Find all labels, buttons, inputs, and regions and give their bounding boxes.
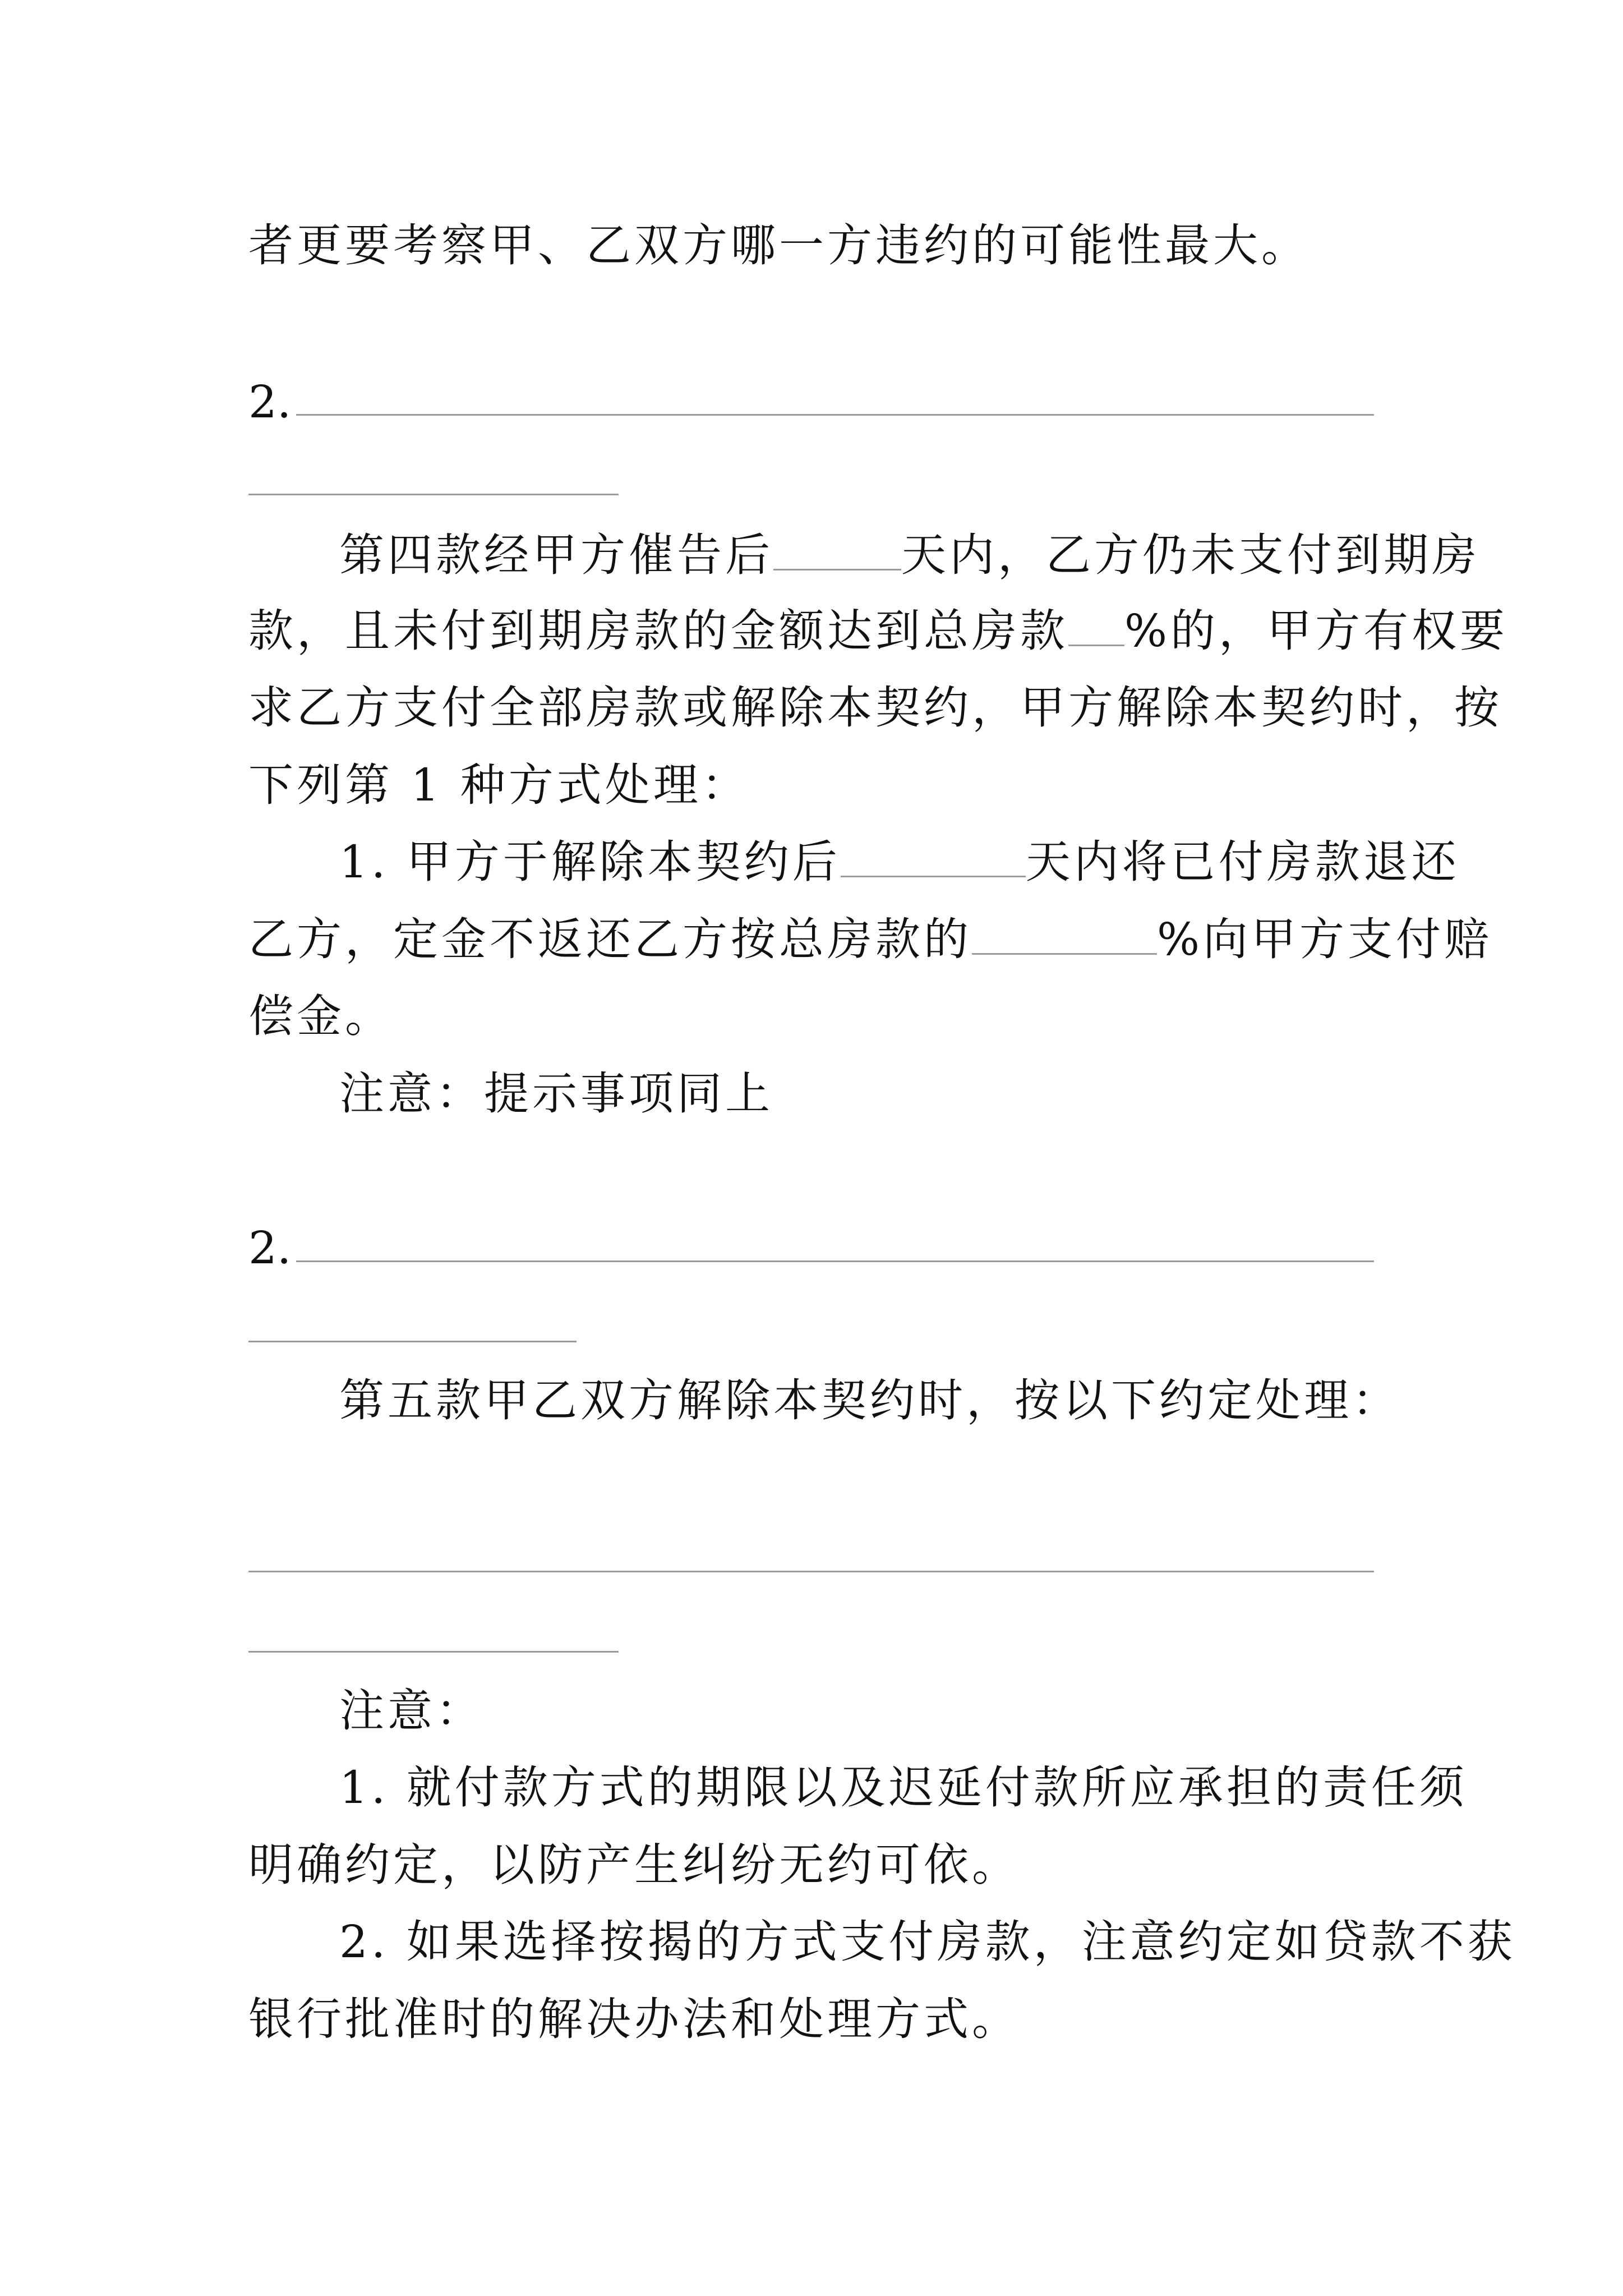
- clause-text: 天内，乙方仍未支付到期房: [901, 529, 1480, 581]
- clause-text: 乙方，定金不返还乙方按总房款的: [248, 913, 972, 965]
- clause-text: 第四款经甲方催告后: [339, 529, 773, 581]
- item-number: 2.: [248, 1222, 292, 1274]
- blank-days: [841, 841, 1026, 877]
- paragraph-line: 者更要考察甲、乙双方哪一方违约的可能性最大。: [248, 219, 1310, 272]
- blank-percent: [1068, 610, 1124, 646]
- paragraph-line: 明确约定，以防产生纠纷无约可依。: [248, 1839, 1020, 1891]
- paragraph-line: [248, 913, 1493, 965]
- paragraph-line: [248, 605, 1509, 657]
- clause-text: %向甲方支付赔: [1157, 913, 1493, 965]
- blank-percent: [972, 918, 1157, 955]
- fill-in-line: [248, 494, 619, 495]
- fill-in-line: [248, 1341, 577, 1342]
- item-number: 2.: [248, 376, 292, 428]
- paragraph-line: 下列第 1 种方式处理：: [248, 759, 750, 811]
- paragraph-line: 偿金。: [248, 990, 393, 1042]
- clause-text: %的，甲方有权要: [1124, 605, 1509, 657]
- paragraph-line: 银行批准时的解决办法和处理方式。: [248, 1993, 1020, 2045]
- fill-in-line: [248, 1651, 619, 1653]
- fill-in-line: [248, 1571, 1374, 1572]
- clause-text: 款，且未付到期房款的金额达到总房款: [248, 605, 1068, 657]
- paragraph-line: [339, 529, 1480, 581]
- notes-heading: 注意：: [339, 1685, 484, 1737]
- section-title: 第五款甲乙双方解除本契约时，按以下约定处理：: [339, 1374, 1400, 1427]
- fill-in-line: [296, 414, 1374, 416]
- clause-text: 天内将已付房款退还: [1025, 836, 1460, 888]
- blank-days: [773, 534, 901, 570]
- fill-in-line: [296, 1260, 1374, 1262]
- paragraph-line: 1. 就付款方式的期限以及迟延付款所应承担的责任须: [339, 1761, 1468, 1814]
- paragraph-line: [339, 836, 1460, 888]
- clause-text: 1. 甲方于解除本契约后: [339, 836, 841, 888]
- note-line: 注意：提示事项同上: [339, 1068, 773, 1120]
- paragraph-line: 求乙方支付全部房款或解除本契约，甲方解除本契约时，按: [248, 682, 1502, 734]
- paragraph-line: 2. 如果选择按揭的方式支付房款，注意约定如贷款不获: [339, 1916, 1516, 1968]
